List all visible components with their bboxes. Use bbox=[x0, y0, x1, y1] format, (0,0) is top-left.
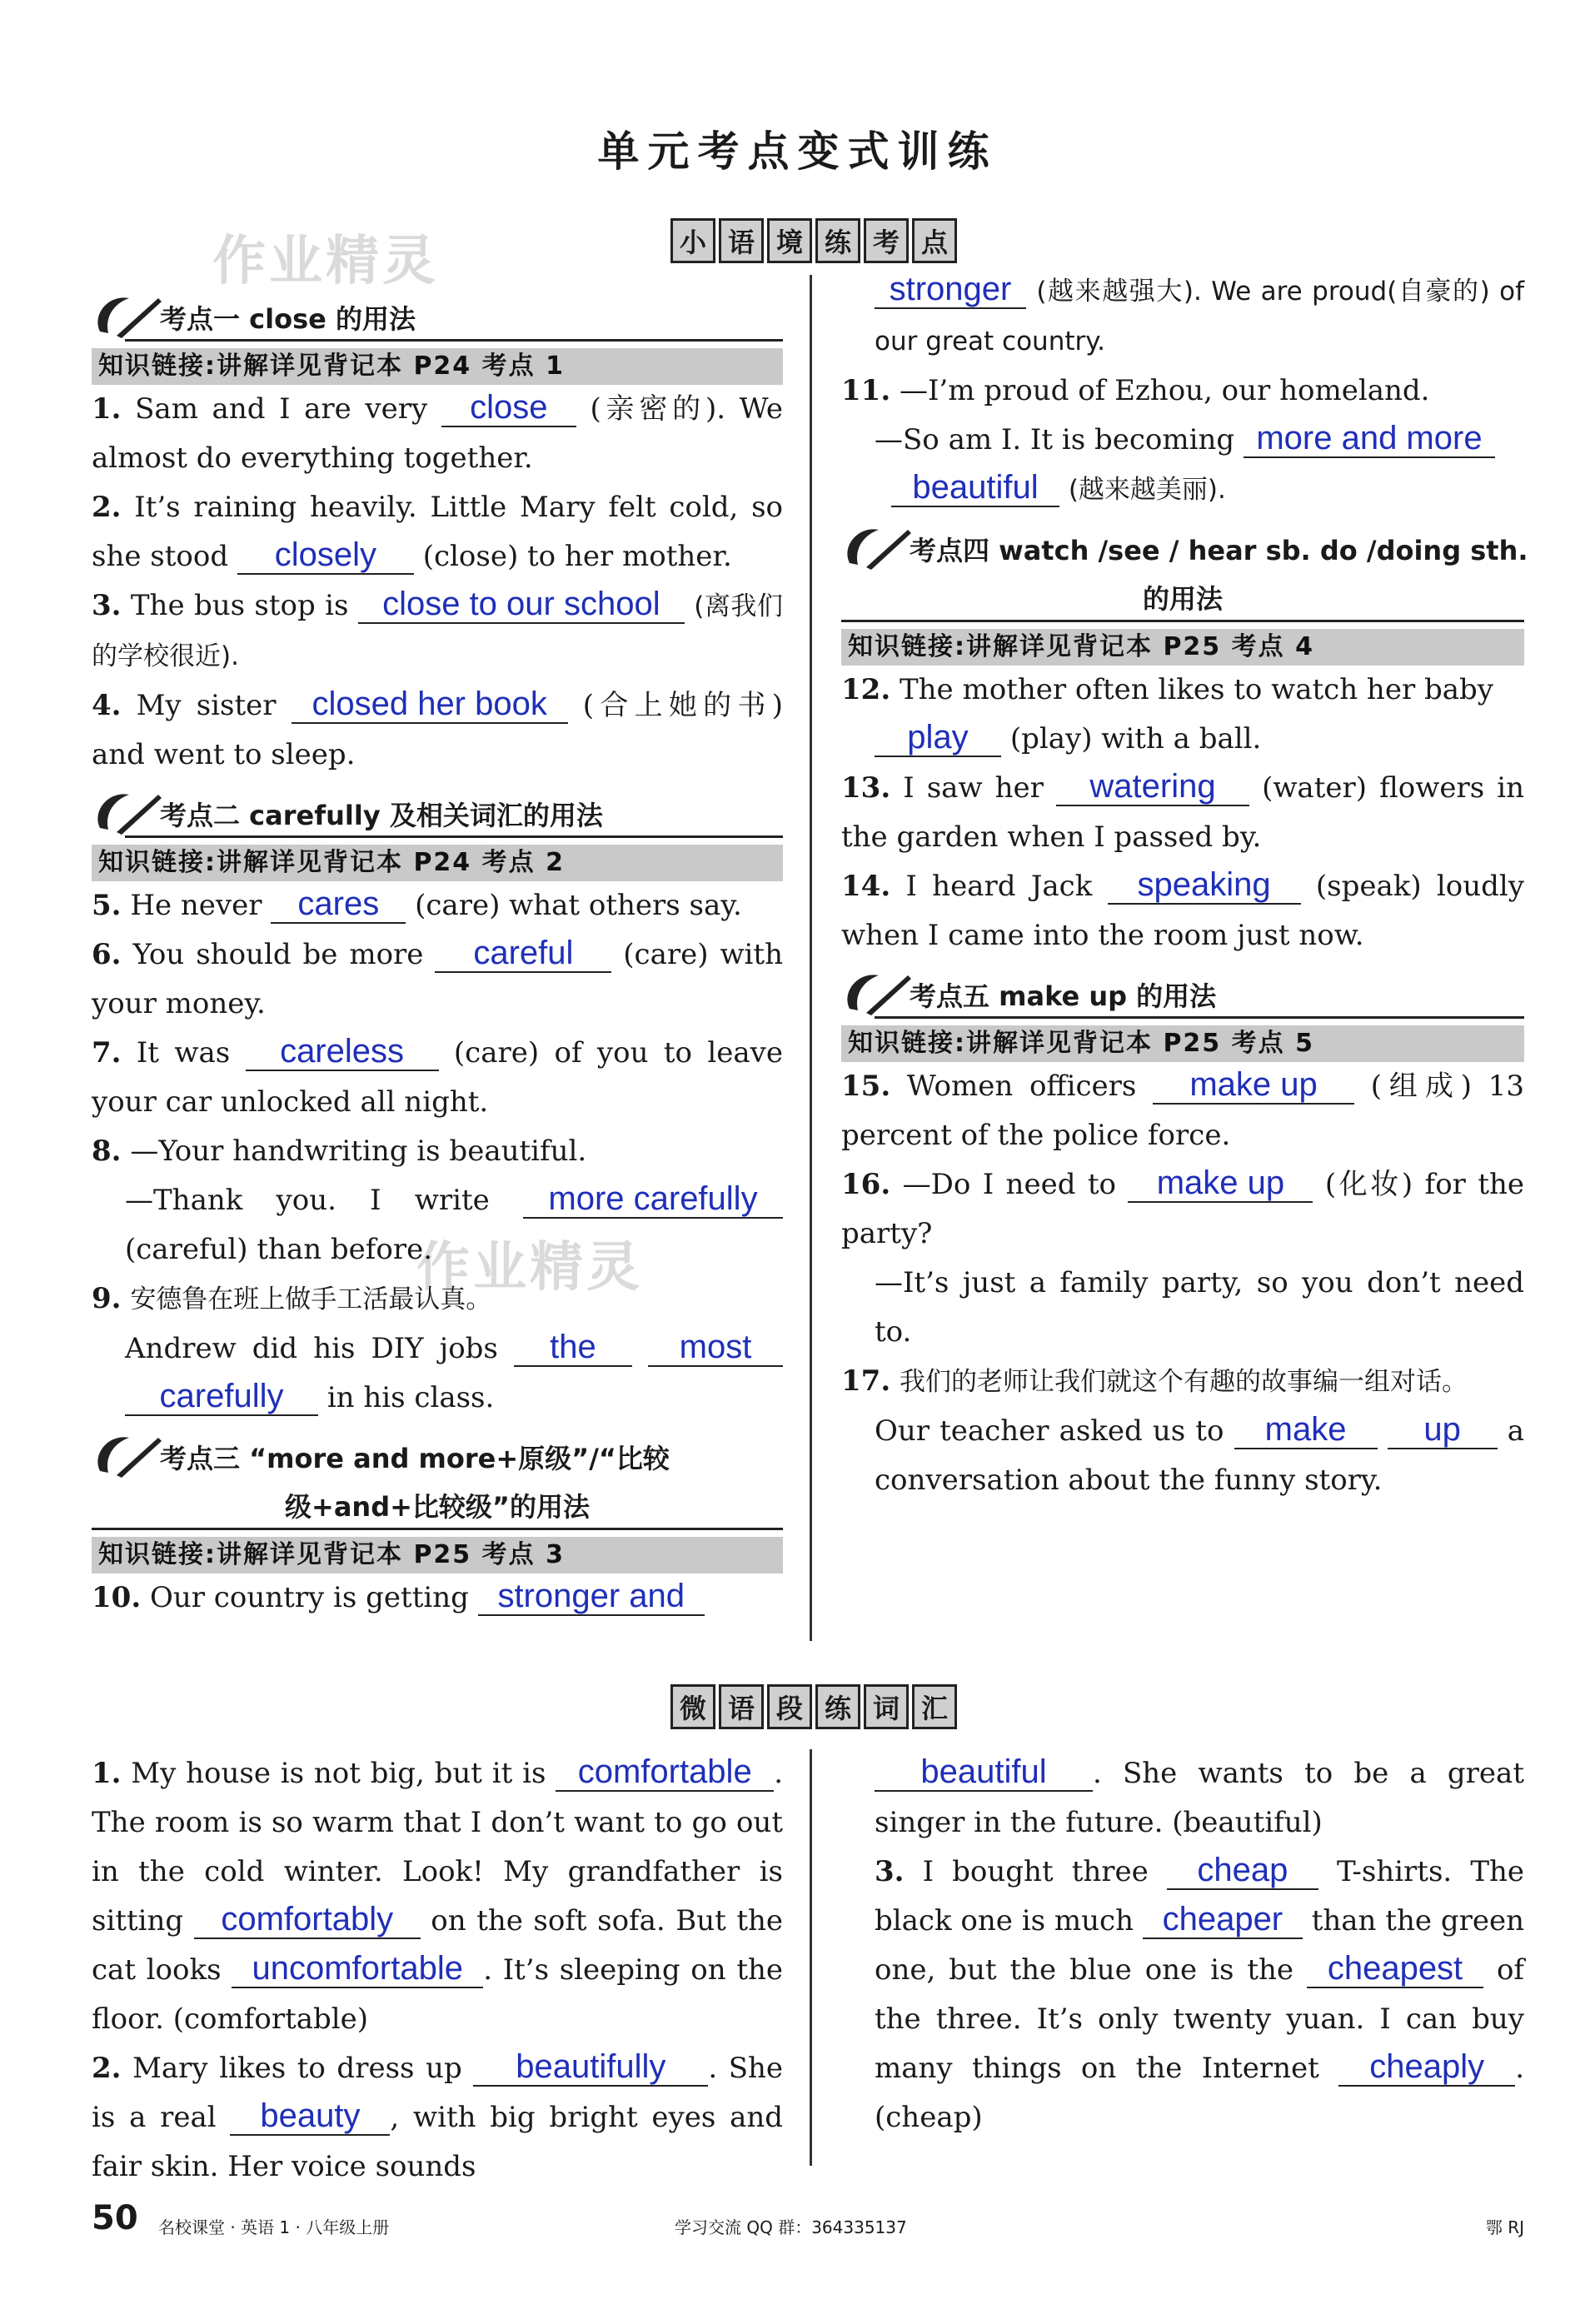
answer-blank[interactable]: closed her book bbox=[292, 686, 568, 724]
kp3-link: 知识链接:讲解详见背记本 P25 考点 3 bbox=[92, 1537, 783, 1573]
question-4: 4. My sister closed her book (合上她的书) and went to sleep. bbox=[92, 686, 784, 771]
answer-blank[interactable]: up bbox=[1388, 1411, 1498, 1449]
kp5-link: 知识链接:讲解详见背记本 P25 考点 5 bbox=[841, 1025, 1524, 1062]
header-char: 语 bbox=[719, 218, 764, 263]
header-char: 微 bbox=[670, 1684, 715, 1729]
pen-icon bbox=[92, 786, 163, 836]
header-char: 练 bbox=[815, 1684, 860, 1729]
column-divider bbox=[810, 275, 812, 1641]
pen-icon bbox=[92, 1429, 163, 1479]
answer-blank[interactable]: more and more bbox=[1244, 420, 1495, 458]
answer-blank[interactable]: beauty bbox=[230, 2097, 390, 2136]
header-char: 考 bbox=[864, 218, 909, 263]
kp4-heading bbox=[841, 521, 1528, 573]
question-15: 15. Women officers make up (组成) 13 percent of the police force. bbox=[841, 1066, 1524, 1152]
kp4-title: 考点四 watch /see / hear sb. do /doing sth. bbox=[910, 535, 1528, 566]
kp3-title-line2: 级+and+比较级”的用法 bbox=[92, 1481, 783, 1530]
answer-blank[interactable]: the bbox=[514, 1329, 632, 1367]
question-5: 5. He never cares (care) what others say. bbox=[92, 885, 742, 922]
footer bbox=[92, 2199, 1524, 2249]
answer-blank[interactable]: close bbox=[441, 389, 576, 427]
header-char: 点 bbox=[912, 218, 957, 263]
column-divider bbox=[810, 1749, 812, 2166]
kp4-title-line2: 的用法 bbox=[841, 573, 1524, 622]
section-header-vocabulary bbox=[670, 1684, 957, 1729]
kp4-link: 知识链接:讲解详见背记本 P25 考点 4 bbox=[841, 629, 1524, 666]
book-title: 名校课堂 · 英语 1 · 八年级上册 bbox=[158, 2217, 390, 2237]
kp2-title: 考点二 carefully 及相关词汇的用法 bbox=[160, 800, 603, 831]
vocab-question-1: 1. My house is not big, but it is comfortable . The room is so warm that I don’t want to go out in the cold winter. Look! My grandfather is sitting comfortably on the soft sofa. But the cat looks uncomfortable . It’s sleeping on the floor. (comfortable) bbox=[92, 1753, 784, 2036]
question-10-continued: stronger (越来越强大). We are proud(自豪的) of our great country. bbox=[875, 271, 1524, 357]
answer-blank[interactable]: more carefully bbox=[523, 1180, 783, 1219]
kp2-link: 知识链接:讲解详见背记本 P24 考点 2 bbox=[92, 845, 783, 881]
page-number: 50 bbox=[92, 2199, 138, 2237]
answer-blank[interactable]: cheap bbox=[1167, 1852, 1318, 1890]
header-char: 境 bbox=[767, 218, 812, 263]
question-8: 8. —Your handwriting is beautiful. —Thank you. I write more carefully (careful) than before. bbox=[92, 1127, 783, 1274]
question-3: 3. The bus stop is close to our school (离我们的学校很近). bbox=[92, 586, 783, 671]
answer-blank[interactable]: speaking bbox=[1108, 866, 1301, 905]
answer-blank[interactable]: beautiful bbox=[891, 469, 1059, 507]
header-char: 小 bbox=[670, 218, 715, 263]
edition: 鄂 RJ bbox=[1485, 2217, 1524, 2237]
kp1-link: 知识链接:讲解详见背记本 P24 考点 1 bbox=[92, 348, 783, 385]
vocab-left-column bbox=[92, 1749, 783, 2192]
vocab-question-2: 2. Mary likes to dress up beautifully . She is a real beauty , with big bright eyes and fair skin. Her voice sounds bbox=[92, 2048, 784, 2183]
question-16: 16. —Do I need to make up (化妆) for the party? —It’s just a family party, so you don’t need to. bbox=[841, 1164, 1525, 1349]
kp1-title: 考点一 close 的用法 bbox=[160, 303, 416, 335]
page-title: 单元考点变式训练 bbox=[597, 127, 998, 176]
vocab-question-3: 3. I bought three cheap T-shirts. The black one is much cheaper than the green one, but the blue one is the cheapest of the three. It’s only twenty yuan. I can buy many things on the Internet cheaply . (cheap) bbox=[875, 1852, 1525, 2134]
kp2-heading bbox=[92, 786, 783, 838]
vocab-right-column bbox=[875, 1749, 1524, 2142]
pen-icon bbox=[841, 967, 913, 1017]
answer-blank[interactable]: most bbox=[648, 1329, 783, 1367]
answer-blank[interactable]: close to our school bbox=[358, 586, 685, 624]
answer-blank[interactable]: stronger bbox=[875, 271, 1026, 309]
answer-blank[interactable]: watering bbox=[1056, 768, 1249, 806]
heading-rule bbox=[125, 835, 783, 838]
answer-blank[interactable]: cares bbox=[271, 885, 406, 924]
heading-rule bbox=[875, 1016, 1524, 1019]
heading-rule bbox=[125, 339, 783, 342]
answer-blank[interactable]: carefully bbox=[125, 1378, 318, 1416]
answer-blank[interactable]: make up bbox=[1128, 1164, 1313, 1203]
kp5-heading bbox=[841, 967, 1524, 1019]
left-column bbox=[92, 283, 783, 1623]
kp3-title: 考点三 “more and more+原级”/“比较 bbox=[160, 1443, 670, 1474]
watermark: 作业精灵 bbox=[212, 231, 439, 292]
answer-blank[interactable]: careful bbox=[435, 935, 611, 973]
vocab-question-2-continued: beautiful . She wants to be a great singer in the future. (beautiful) bbox=[875, 1753, 1524, 1839]
section-header-practice bbox=[670, 218, 957, 263]
kp1-heading bbox=[92, 290, 783, 342]
pen-icon bbox=[92, 290, 163, 340]
answer-blank[interactable]: make up bbox=[1153, 1066, 1354, 1105]
answer-blank[interactable]: beautifully bbox=[473, 2048, 708, 2087]
question-13: 13. I saw her watering (water) flowers in the garden when I passed by. bbox=[841, 768, 1524, 854]
header-char: 练 bbox=[815, 218, 860, 263]
question-1: 1. Sam and I are very close (亲密的). We almost do everything together. bbox=[92, 389, 783, 475]
answer-blank[interactable]: careless bbox=[246, 1033, 439, 1071]
answer-blank[interactable]: make bbox=[1234, 1411, 1378, 1449]
question-12: 12. The mother often likes to watch her baby play (play) with a ball. bbox=[841, 673, 1494, 756]
question-10: 10. Our country is getting stronger and bbox=[92, 1573, 783, 1623]
question-11: 11. —I’m proud of Ezhou, our homeland. —So am I. It is becoming more and more beautiful (越来越美丽). bbox=[841, 367, 1524, 515]
answer-blank[interactable]: play bbox=[875, 719, 1001, 757]
kp3-heading bbox=[92, 1429, 783, 1481]
answer-blank[interactable]: cheapest bbox=[1307, 1950, 1483, 1988]
right-column bbox=[841, 267, 1528, 1505]
header-char: 汇 bbox=[912, 1684, 957, 1729]
answer-blank[interactable]: closely bbox=[237, 536, 414, 575]
question-7: 7. It was careless (care) of you to leave your car unlocked all night. bbox=[92, 1033, 783, 1119]
answer-blank[interactable]: comfortable bbox=[556, 1753, 774, 1792]
answer-blank[interactable]: uncomfortable bbox=[232, 1950, 483, 1988]
question-9: 9. 安德鲁在班上做手工活最认真。 Andrew did his DIY jobs the most carefully in his class. bbox=[92, 1274, 783, 1423]
answer-blank[interactable]: beautiful bbox=[875, 1753, 1093, 1792]
pen-icon bbox=[841, 521, 913, 571]
question-14: 14. I heard Jack speaking (speak) loudly when I came into the room just now. bbox=[841, 866, 1525, 952]
kp5-title: 考点五 make up 的用法 bbox=[910, 980, 1217, 1012]
qq-group: 学习交流 QQ 群：364335137 bbox=[675, 2217, 907, 2237]
question-6: 6. You should be more careful (care) with your money. bbox=[92, 935, 783, 1020]
header-char: 词 bbox=[864, 1684, 909, 1729]
question-17: 17. 我们的老师让我们就这个有趣的故事编一组对话。 Our teacher asked us to make up a conversation about the funny story. bbox=[841, 1364, 1524, 1497]
question-2: 2. It’s raining heavily. Little Mary felt cold, so she stood closely (close) to her mother. bbox=[92, 491, 784, 573]
answer-blank[interactable]: cheaper bbox=[1143, 1901, 1303, 1939]
answer-blank[interactable]: cheaply bbox=[1338, 2048, 1515, 2087]
answer-blank[interactable]: stronger and bbox=[478, 1578, 705, 1616]
answer-blank[interactable]: comfortably bbox=[194, 1901, 421, 1939]
watermark: 作业精灵 bbox=[416, 1237, 643, 1299]
header-char: 段 bbox=[767, 1684, 812, 1729]
header-char: 语 bbox=[719, 1684, 764, 1729]
